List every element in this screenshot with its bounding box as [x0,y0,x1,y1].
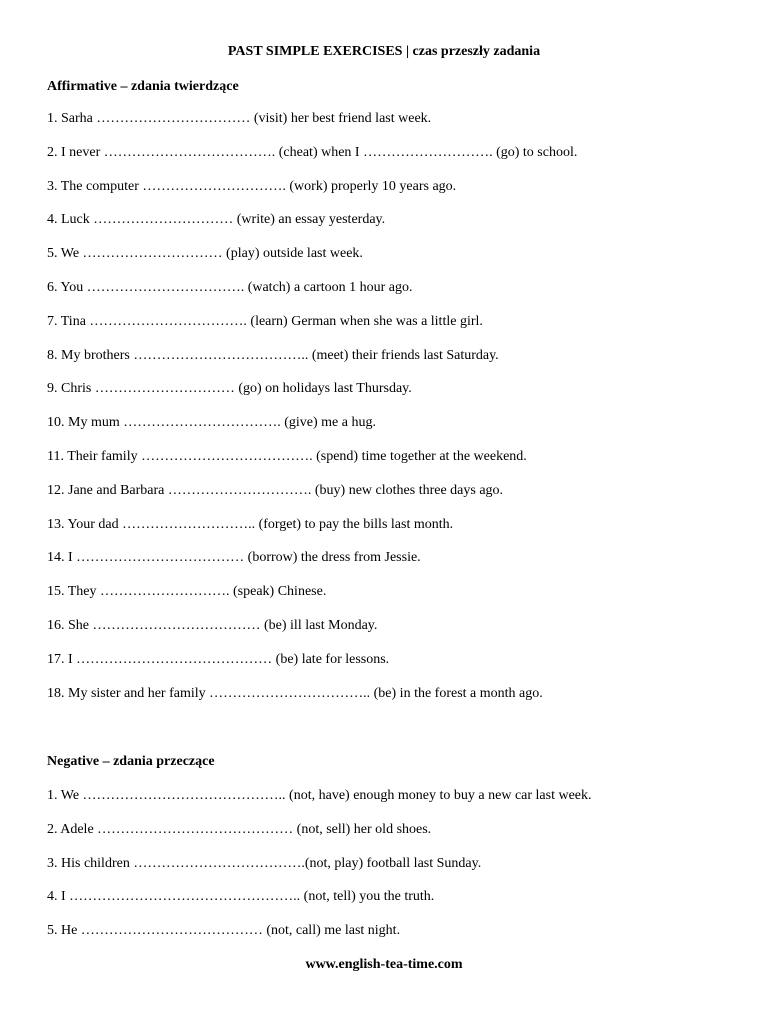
exercise-item: 17. I …………………………………… (be) late for lessons. [47,651,390,667]
exercise-item: 16. She ……………………………… (be) ill last Monday. [47,617,378,633]
exercise-item: 10. My mum ……………………………. (give) me a hug. [47,415,376,431]
page-title: PAST SIMPLE EXERCISES | czas przeszły zadania [227,44,541,59]
exercise-item: 2. Adele …………………………………… (not, sell) her old shoes. [47,821,432,837]
exercise-item: 4. I ………………………………………….. (not, tell) you the truth. [47,889,435,905]
exercise-item: 1. Sarha …………………………… (visit) her best friend last week. [47,111,432,126]
exercise-item: 15. They ………………………. (speak) Chinese. [47,584,327,600]
exercise-item: 14. I ……………………………… (borrow) the dress from Jessie. [47,550,421,566]
footer-website: www.english-tea-time.com [305,957,463,972]
exercise-item: 3. The computer …………………………. (work) properly 10 years ago. [47,178,457,194]
exercise-item: 3. His children ……………………………….(not, play) football last Sunday. [47,855,482,871]
affirmative-exercise-list [47,111,577,719]
exercise-item: 8. My brothers ……………………………….. (meet) their friends last Saturday. [47,347,499,363]
exercise-item: 5. We ………………………… (play) outside last week. [47,246,363,262]
affirmative-heading: Affirmative – zdania twierdzące [47,79,239,94]
exercise-item: 13. Your dad ……………………….. (forget) to pay the bills last month. [47,516,454,532]
exercise-item: 18. My sister and her family …………………………….. (be) in the forest a month ago. [47,685,543,701]
negative-exercise-list [47,788,592,957]
exercise-item: 1. We …………………………………….. (not, have) enough money to buy a new car last week. [47,788,592,803]
exercise-item: 11. Their family ………………………………. (spend) time together at the weekend. [47,448,527,464]
exercise-item: 6. You ……………………………. (watch) a cartoon 1 hour ago. [47,279,413,295]
negative-heading: Negative – zdania przeczące [47,754,215,769]
exercise-item: 12. Jane and Barbara …………………………. (buy) new clothes three days ago. [47,482,504,498]
exercise-item: 9. Chris ………………………… (go) on holidays last Thursday. [47,381,412,397]
exercise-item: 4. Luck ………………………… (write) an essay yesterday. [47,212,386,228]
exercise-item: 5. He ………………………………… (not, call) me last night. [47,923,401,939]
exercise-item: 7. Tina ……………………………. (learn) German when she was a little girl. [47,313,483,329]
exercise-item: 2. I never ………………………………. (cheat) when I ………………………. (go) to school. [47,144,578,160]
